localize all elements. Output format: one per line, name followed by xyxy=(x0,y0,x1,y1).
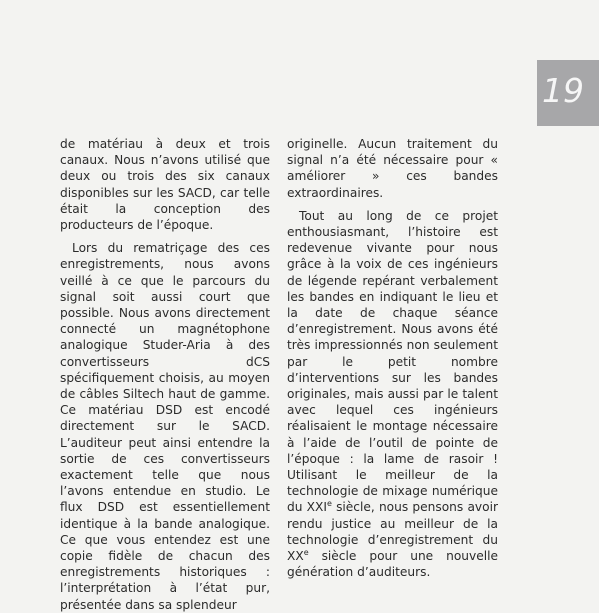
left-paragraph-2: Lors du rematriçage des ces enregistrements, nous avons veillé à ce que le parcours du signal soit aussi court que possible. Nous avons directement connecté un magnétophone analogique Studer-Aria à des convertisseurs dCS spécifiquement choisis, au moyen de câbles Siltech haut de gamme. Ce matériau DSD est encodé directement sur le SACD. L’auditeur peut ainsi entendre la sortie de ces convertisseurs exactement telle que nous l’avons entendue en studio. Le flux DSD est essentiellement identique à la bande analogique. Ce que vous entendez est une copie fidèle de chacun des enregistrements historiques : l’interprétation à l’état pur, présentée dans sa splendeur xyxy=(60,241,270,612)
left-paragraph-1: de matériau à deux et trois canaux. Nous n’avons utilisé que deux ou trois des six canaux disponibles sur les SACD, car telle était la conception des producteurs de l’époque. xyxy=(60,137,270,233)
page-number: 19 xyxy=(542,71,584,110)
superscript-e-21st: e xyxy=(326,499,332,509)
left-column xyxy=(60,136,270,613)
right-paragraph-2-part-a: Tout au long de ce projet enthousiasmant, l’histoire est redevenue vivante pour nous grâce à la voix de ces ingénieurs de légende repérant verbalement les bandes en indiquant le lieu et la date de chaque séance d’enregistrement. Nous avons été très impressionnés non seulement par le petit nombre d’interventions sur les bandes originales, mais aussi par le talent avec lequel ces ingénieurs réalisaient le montage nécessaire à l’aide de l’outil de pointe de l’époque : la lame de rasoir ! Utilisant le meilleur de la technologie de mixage numérique du XXI xyxy=(287,208,498,515)
superscript-e-20th: e xyxy=(303,548,309,558)
right-paragraph-2-part-b: siècle, nous pensons avoir rendu justice au meilleur de la technologie d’enregistrement du XX xyxy=(287,500,498,564)
right-paragraph-1: originelle. Aucun traitement du signal n’a été nécessaire pour « améliorer » ces bandes extraordinaires. xyxy=(287,137,498,200)
right-paragraph-2-part-c: siècle pour une nouvelle génération d’auditeurs. xyxy=(287,549,498,580)
right-column xyxy=(287,136,498,580)
right-paragraph-2 xyxy=(287,208,498,581)
